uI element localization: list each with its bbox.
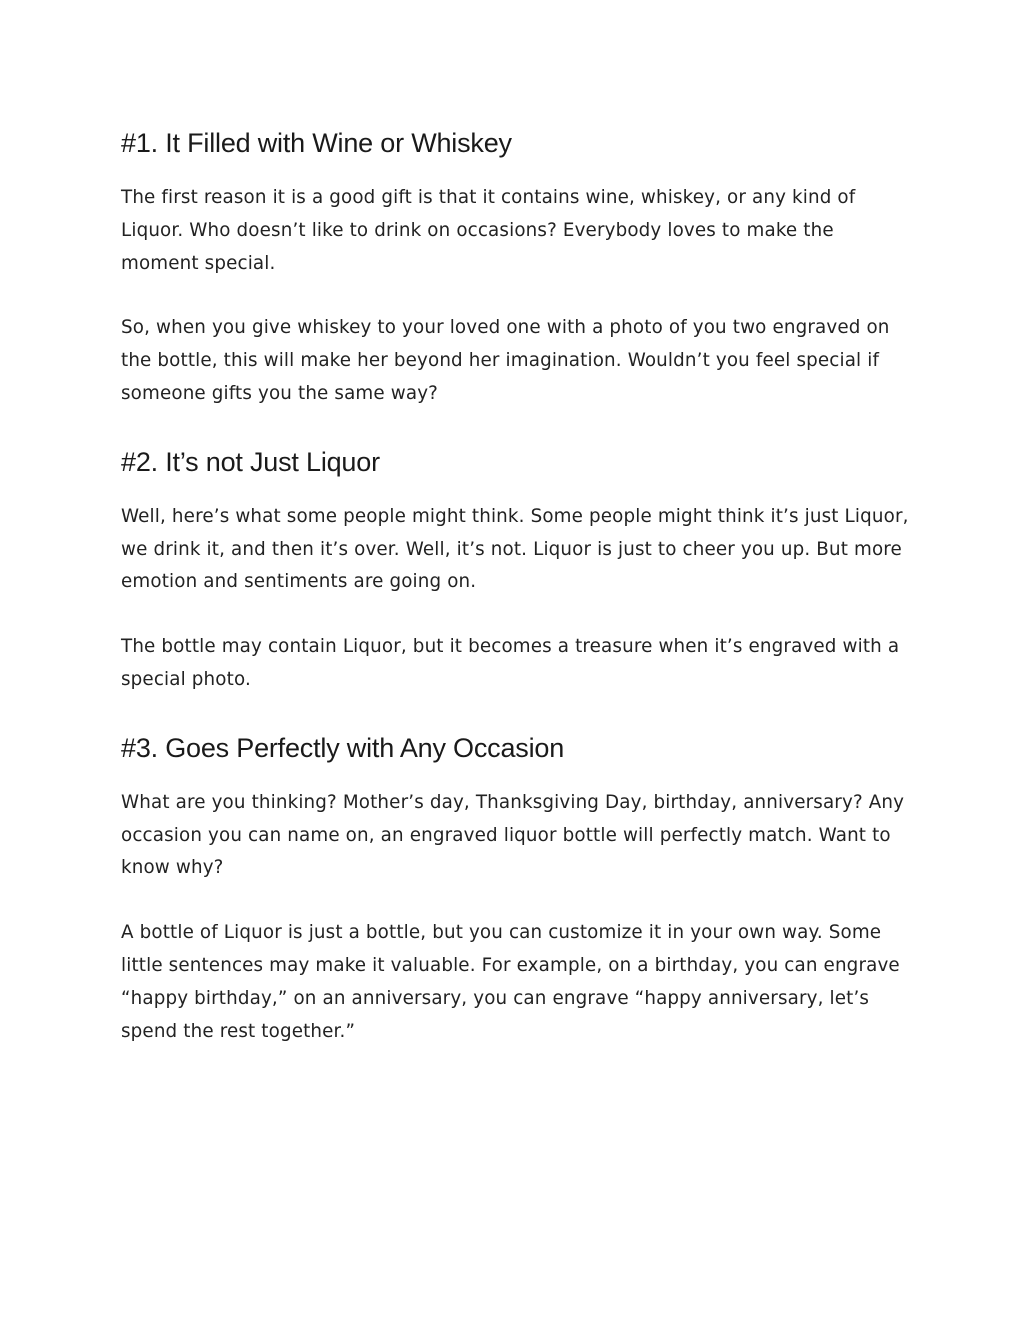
section-3-paragraph-2: A bottle of Liquor is just a bottle, but you can customize it in your own way. Some little sentences may make it valuable. For example, on a birthday, you can engrave “happy birthday,” on an anniversary, you can engrave “happy anniversary, let’s spend the rest together.” xyxy=(121,922,900,1042)
section-2-paragraph-2: The bottle may contain Liquor, but it becomes a treasure when it’s engraved with a special photo. xyxy=(121,636,900,690)
section-3-paragraph-1: What are you thinking? Mother’s day, Thanksgiving Day, birthday, anniversary? Any occasion you can name on, an engraved liquor bottle will perfectly match. Want to know why? xyxy=(121,791,905,879)
section-heading-2: #2. It’s not Just Liquor xyxy=(121,446,380,477)
section-1-paragraph-1: The first reason it is a good gift is that it contains wine, whiskey, or any kind of Liquor. Who doesn’t like to drink on occasions? Everybody loves to make the moment special. xyxy=(121,187,856,274)
document-body xyxy=(121,124,911,1048)
section-1-paragraph-2: So, when you give whiskey to your loved one with a photo of you two engraved on the bottle, this will make her beyond her imagination. Wouldn’t you feel special if someone gifts you the same way? xyxy=(121,317,890,404)
section-2-paragraph-1: Well, here’s what some people might think. Some people might think it’s just Liquor, we drink it, and then it’s over. Well, it’s not. Liquor is just to cheer you up. But more emotion and sentiments are going on. xyxy=(121,505,909,593)
section-heading-3: #3. Goes Perfectly with Any Occasion xyxy=(121,732,565,763)
section-heading-1: #1. It Filled with Wine or Whiskey xyxy=(121,128,512,158)
